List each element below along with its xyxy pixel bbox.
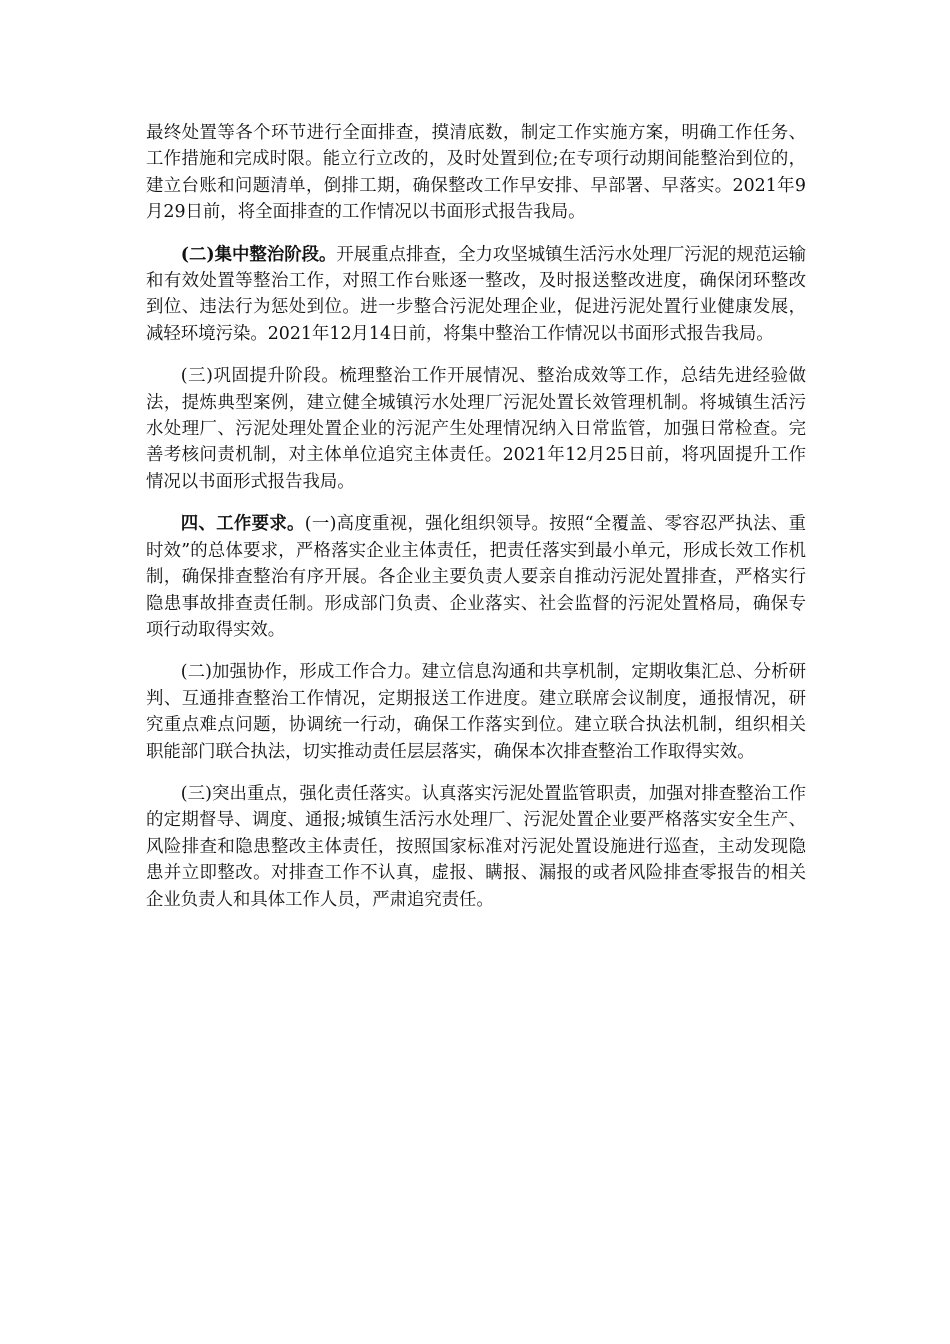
section-heading: (二)集中整治阶段。 [180, 244, 337, 265]
paragraph-focused-rectification [146, 242, 806, 348]
paragraph-responsibility [146, 781, 806, 913]
section-heading: 四、工作要求。 [180, 514, 305, 535]
paragraph-work-requirements [146, 511, 806, 643]
paragraph-text: (二)加强协作，形成工作合力。建立信息沟通和共享机制，定期收集汇总、分析研判、互通排查整治工作情况，定期报送工作进度。建立联席会议制度，通报情况，研究重点难点问题，协调统一行动，确保工作落实到位。建立联合执法机制，组织相关职能部门联合执法，切实推动责任层层落实，确保本次排查整治工作取得实效。 [146, 662, 806, 762]
paragraph-investigation-continued [146, 120, 806, 226]
document-body [146, 120, 806, 929]
paragraph-text: (一)高度重视，强化组织领导。按照“全覆盖、零容忍严执法、重时效”的总体要求，严格落实企业主体责任，把责任落实到最小单元，形成长效工作机制，确保排查整治有序开展。各企业主要负责人要亲自推动污泥处置排查，严格实行隐患事故排查责任制。形成部门负责、企业落实、社会监督的污泥处置格局，确保专项行动取得实效。 [146, 514, 806, 640]
paragraph-text: 最终处置等各个环节进行全面排查，摸清底数，制定工作实施方案，明确工作任务、工作措施和完成时限。能立行立改的，及时处置到位;在专项行动期间能整治到位的，建立台账和问题清单，倒排工期，确保整改工作早安排、早部署、早落实。2021年9月29日前，将全面排查的工作情况以书面形式报告我局。 [146, 123, 806, 223]
paragraph-text: 开展重点排查，全力攻坚城镇生活污水处理厂污泥的规范运输和有效处置等整治工作，对照工作台账逐一整改，及时报送整改进度，确保闭环整改到位、违法行为惩处到位。进一步整合污泥处理企业，促进污泥处置行业健康发展，减轻环境污染。2021年12月14日前，将集中整治工作情况以书面形式报告我局。 [146, 244, 806, 344]
paragraph-text: (三)突出重点，强化责任落实。认真落实污泥处置监管职责，加强对排查整治工作的定期督导、调度、通报;城镇生活污水处理厂、污泥处置企业要严格落实安全生产、风险排查和隐患整改主体责任，按照国家标准对污泥处置设施进行巡查，主动发现隐患并立即整改。对排查工作不认真，虚报、瞒报、漏报的或者风险排查零报告的相关企业负责人和具体工作人员，严肃追究责任。 [146, 783, 806, 910]
paragraph-consolidation [146, 363, 806, 495]
paragraph-cooperation [146, 659, 806, 765]
paragraph-text: (三)巩固提升阶段。梳理整治工作开展情况、整治成效等工作，总结先进经验做法，提炼典型案例，建立健全城镇污水处理厂污泥处置长效管理机制。将城镇生活污水处理厂、污泥处理处置企业的污泥产生处理情况纳入日常监管，加强日常检查。完善考核问责机制，对主体单位追究主体责任。2021年12月25日前，将巩固提升工作情况以书面形式报告我局。 [146, 366, 806, 492]
